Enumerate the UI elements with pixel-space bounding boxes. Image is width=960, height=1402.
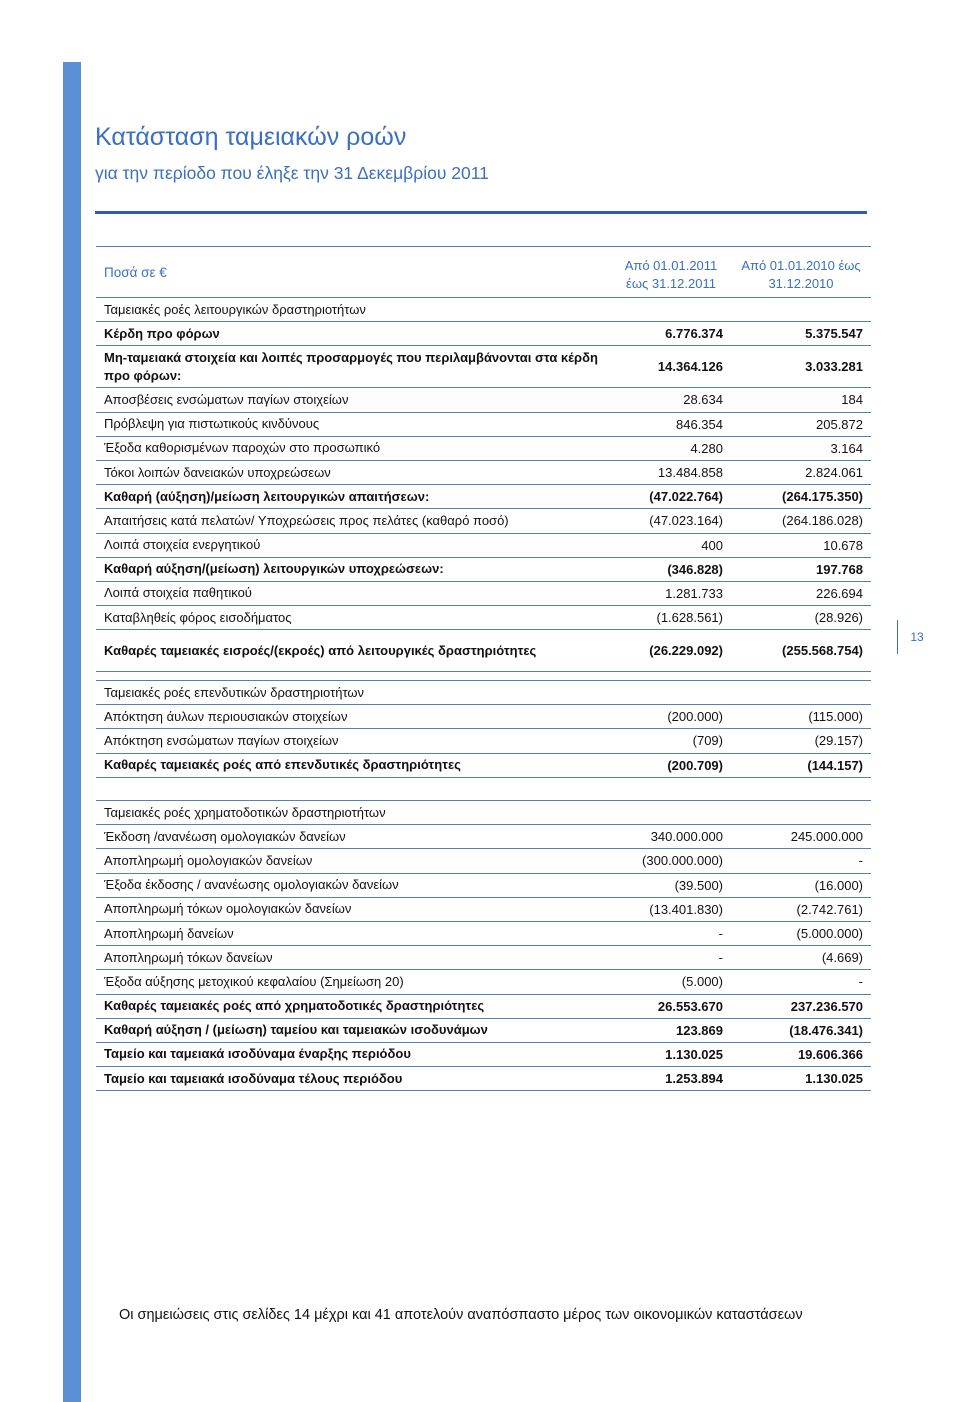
value-2011: 123.869 bbox=[611, 1018, 731, 1042]
value-2011: (709) bbox=[611, 729, 731, 753]
value-2010: 205.872 bbox=[731, 412, 871, 436]
section-title-financing: Ταμειακές ροές χρηματοδοτικών δραστηριοτήτων bbox=[96, 801, 871, 825]
value-2011: (1.628.561) bbox=[611, 606, 731, 630]
value-2011: (200.000) bbox=[611, 705, 731, 729]
table-row bbox=[96, 849, 871, 873]
value-2010: (4.669) bbox=[731, 946, 871, 970]
value-2011: 400 bbox=[611, 533, 731, 557]
row-label: Αποπληρωμή τόκων δανείων bbox=[96, 946, 611, 970]
table-row bbox=[96, 533, 871, 557]
row-label: Μη-ταμειακά στοιχεία και λοιπές προσαρμογές που περιλαμβάνονται στα κέρδη προ φόρων: bbox=[96, 346, 611, 388]
row-label: Απόκτηση άυλων περιουσιακών στοιχείων bbox=[96, 705, 611, 729]
value-2011: (39.500) bbox=[611, 873, 731, 897]
value-2011: (200.709) bbox=[611, 753, 731, 777]
value-2010: 19.606.366 bbox=[731, 1042, 871, 1066]
financing-cashflow-table bbox=[96, 800, 871, 1091]
row-label: Απαιτήσεις κατά πελατών/ Υποχρεώσεις προς πελάτες (καθαρό ποσό) bbox=[96, 509, 611, 533]
section-title-operating: Ταμειακές ροές λειτουργικών δραστηριοτήτων bbox=[96, 298, 871, 322]
value-2011: 340.000.000 bbox=[611, 825, 731, 849]
row-label: Καθαρή (αύξηση)/μείωση λειτουργικών απαιτήσεων: bbox=[96, 485, 611, 509]
row-label: Αποσβέσεις ενσώματων παγίων στοιχείων bbox=[96, 388, 611, 412]
section-heading bbox=[96, 298, 871, 322]
table-row bbox=[96, 581, 871, 605]
value-2010: (144.157) bbox=[731, 753, 871, 777]
value-2010: 197.768 bbox=[731, 557, 871, 581]
row-label: Ταμείο και ταμειακά ισοδύναμα έναρξης περιόδου bbox=[96, 1042, 611, 1066]
row-label: Αποπληρωμή δανείων bbox=[96, 921, 611, 945]
section-heading bbox=[96, 681, 871, 705]
value-2010: 3.164 bbox=[731, 436, 871, 460]
row-label: Απόκτηση ενσώματων παγίων στοιχείων bbox=[96, 729, 611, 753]
table-row bbox=[96, 897, 871, 921]
row-label: Καθαρή αύξηση/(μείωση) λειτουργικών υποχρεώσεων: bbox=[96, 557, 611, 581]
row-label: Καθαρές ταμειακές εισροές/(εκροές) από λειτουργικές δραστηριότητες bbox=[96, 630, 611, 672]
value-2011: - bbox=[611, 946, 731, 970]
table-row bbox=[96, 946, 871, 970]
row-label: Λοιπά στοιχεία ενεργητικού bbox=[96, 533, 611, 557]
section-heading bbox=[96, 801, 871, 825]
value-2010: 5.375.547 bbox=[731, 322, 871, 346]
value-2011: 1.281.733 bbox=[611, 581, 731, 605]
value-2011: 846.354 bbox=[611, 412, 731, 436]
table-row bbox=[96, 729, 871, 753]
table-row bbox=[96, 346, 871, 388]
table-row bbox=[96, 705, 871, 729]
value-2010: (16.000) bbox=[731, 873, 871, 897]
table-row bbox=[96, 485, 871, 509]
row-label: Καταβληθείς φόρος εισοδήματος bbox=[96, 606, 611, 630]
value-2011: 6.776.374 bbox=[611, 322, 731, 346]
row-label: Καθαρή αύξηση / (μείωση) ταμείου και ταμειακών ισοδυνάμων bbox=[96, 1018, 611, 1042]
value-2011: (47.023.164) bbox=[611, 509, 731, 533]
value-2010: 245.000.000 bbox=[731, 825, 871, 849]
value-2011: 1.253.894 bbox=[611, 1067, 731, 1091]
operating-cashflow-table bbox=[96, 246, 871, 672]
value-2010: (264.186.028) bbox=[731, 509, 871, 533]
row-label: Έξοδα έκδοσης / ανανέωσης ομολογιακών δανείων bbox=[96, 873, 611, 897]
value-2010: (2.742.761) bbox=[731, 897, 871, 921]
value-2010: - bbox=[731, 849, 871, 873]
page-number: 13 bbox=[897, 620, 936, 654]
footnote: Οι σημειώσεις στις σελίδες 14 μέχρι και 41 αποτελούν αναπόσπαστο μέρος των οικονομικών καταστάσεων bbox=[119, 1307, 803, 1323]
table-row bbox=[96, 322, 871, 346]
value-2010: (264.175.350) bbox=[731, 485, 871, 509]
row-label: Έξοδα καθορισμένων παροχών στο προσωπικό bbox=[96, 436, 611, 460]
page-title: Κατάσταση ταμειακών ροών bbox=[95, 123, 407, 151]
table-row bbox=[96, 388, 871, 412]
value-2010: 1.130.025 bbox=[731, 1067, 871, 1091]
table-row bbox=[96, 873, 871, 897]
page-subtitle: για την περίοδο που έληξε την 31 Δεκεμβρίου 2011 bbox=[95, 163, 489, 183]
value-2011: (346.828) bbox=[611, 557, 731, 581]
row-label: Αποπληρωμή ομολογιακών δανείων bbox=[96, 849, 611, 873]
investing-cashflow-table bbox=[96, 680, 871, 778]
row-label: Ταμείο και ταμειακά ισοδύναμα τέλους περιόδου bbox=[96, 1067, 611, 1091]
value-2010: - bbox=[731, 970, 871, 994]
table-row bbox=[96, 970, 871, 994]
unit-label: Ποσά σε € bbox=[96, 247, 611, 298]
table-row bbox=[96, 825, 871, 849]
row-label: Πρόβλεψη για πιστωτικούς κινδύνους bbox=[96, 412, 611, 436]
value-2010: 2.824.061 bbox=[731, 460, 871, 484]
column-header-2010: Από 01.01.2010 έως 31.12.2010 bbox=[731, 247, 871, 298]
table-row bbox=[96, 412, 871, 436]
value-2011: (26.229.092) bbox=[611, 630, 731, 672]
row-label: Καθαρές ταμειακές ροές από χρηματοδοτικές δραστηριότητες bbox=[96, 994, 611, 1018]
value-2010: 10.678 bbox=[731, 533, 871, 557]
value-2010: 226.694 bbox=[731, 581, 871, 605]
value-2011: (47.022.764) bbox=[611, 485, 731, 509]
value-2011: 26.553.670 bbox=[611, 994, 731, 1018]
value-2011: 13.484.858 bbox=[611, 460, 731, 484]
table-row bbox=[96, 1067, 871, 1091]
value-2010: (255.568.754) bbox=[731, 630, 871, 672]
table-row bbox=[96, 753, 871, 777]
table-header-row bbox=[96, 247, 871, 298]
table-row bbox=[96, 994, 871, 1018]
value-2011: (5.000) bbox=[611, 970, 731, 994]
value-2011: 1.130.025 bbox=[611, 1042, 731, 1066]
column-header-2011: Από 01.01.2011 έως 31.12.2011 bbox=[611, 247, 731, 298]
value-2011: 14.364.126 bbox=[611, 346, 731, 388]
row-label: Λοιπά στοιχεία παθητικού bbox=[96, 581, 611, 605]
section-title-investing: Ταμειακές ροές επενδυτικών δραστηριοτήτων bbox=[96, 681, 871, 705]
value-2011: 4.280 bbox=[611, 436, 731, 460]
table-row bbox=[96, 509, 871, 533]
row-label: Τόκοι λοιπών δανειακών υποχρεώσεων bbox=[96, 460, 611, 484]
value-2011: - bbox=[611, 921, 731, 945]
row-label: Αποπληρωμή τόκων ομολογιακών δανείων bbox=[96, 897, 611, 921]
row-label: Έξοδα αύξησης μετοχικού κεφαλαίου (Σημείωση 20) bbox=[96, 970, 611, 994]
row-label: Κέρδη προ φόρων bbox=[96, 322, 611, 346]
row-label: Καθαρές ταμειακές ροές από επενδυτικές δραστηριότητες bbox=[96, 753, 611, 777]
value-2010: 3.033.281 bbox=[731, 346, 871, 388]
table-row bbox=[96, 460, 871, 484]
table-row bbox=[96, 1018, 871, 1042]
table-row bbox=[96, 557, 871, 581]
value-2010: (115.000) bbox=[731, 705, 871, 729]
table-row bbox=[96, 921, 871, 945]
value-2010: (5.000.000) bbox=[731, 921, 871, 945]
table-row bbox=[96, 1042, 871, 1066]
table-row bbox=[96, 436, 871, 460]
table-row bbox=[96, 606, 871, 630]
value-2010: (29.157) bbox=[731, 729, 871, 753]
value-2011: 28.634 bbox=[611, 388, 731, 412]
row-label: Έκδοση /ανανέωση ομολογιακών δανείων bbox=[96, 825, 611, 849]
value-2011: (300.000.000) bbox=[611, 849, 731, 873]
value-2010: (18.476.341) bbox=[731, 1018, 871, 1042]
title-divider bbox=[95, 211, 867, 214]
value-2010: 237.236.570 bbox=[731, 994, 871, 1018]
value-2010: (28.926) bbox=[731, 606, 871, 630]
side-accent-bar bbox=[63, 62, 81, 1402]
value-2011: (13.401.830) bbox=[611, 897, 731, 921]
value-2010: 184 bbox=[731, 388, 871, 412]
table-row bbox=[96, 630, 871, 672]
